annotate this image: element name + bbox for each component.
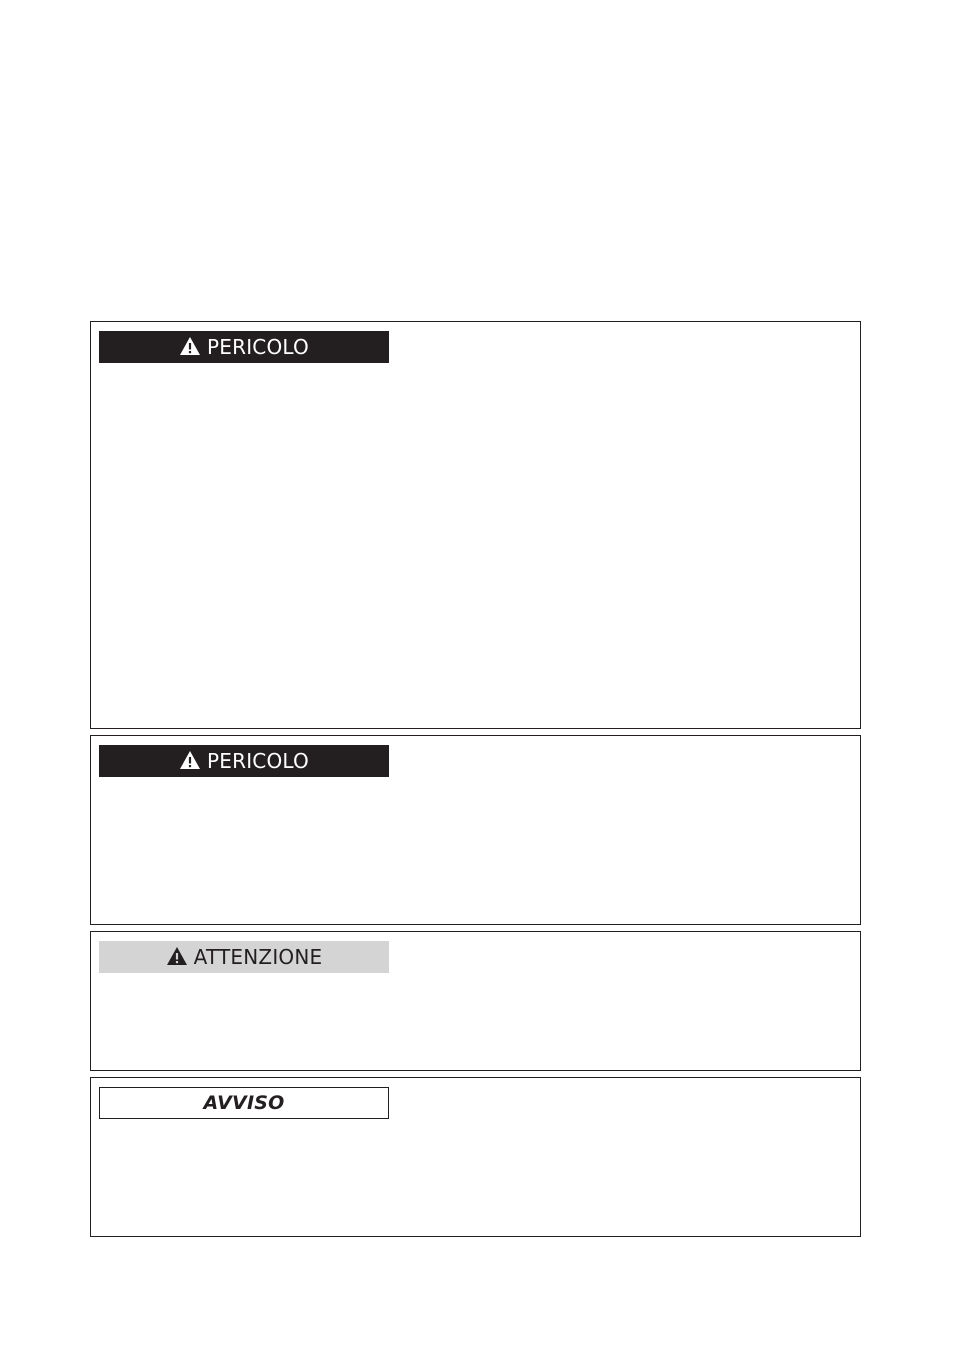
notice-box: [90, 1077, 861, 1237]
danger-signal-label: [99, 331, 389, 363]
danger-notice-box-1: [90, 321, 861, 729]
danger-signal-label: [99, 745, 389, 777]
warning-notice-box: [90, 931, 861, 1071]
warning-triangle-icon: [179, 750, 201, 770]
signal-word: PERICOLO: [207, 749, 309, 773]
warning-triangle-icon: [179, 336, 201, 356]
danger-notice-box-2: [90, 735, 861, 925]
signal-word: ATTENZIONE: [193, 945, 323, 969]
warning-signal-label: [99, 941, 389, 973]
notice-signal-label: [99, 1087, 389, 1119]
warning-triangle-icon: [166, 946, 188, 966]
signal-word: PERICOLO: [207, 335, 309, 359]
signal-word: AVVISO: [203, 1091, 285, 1114]
